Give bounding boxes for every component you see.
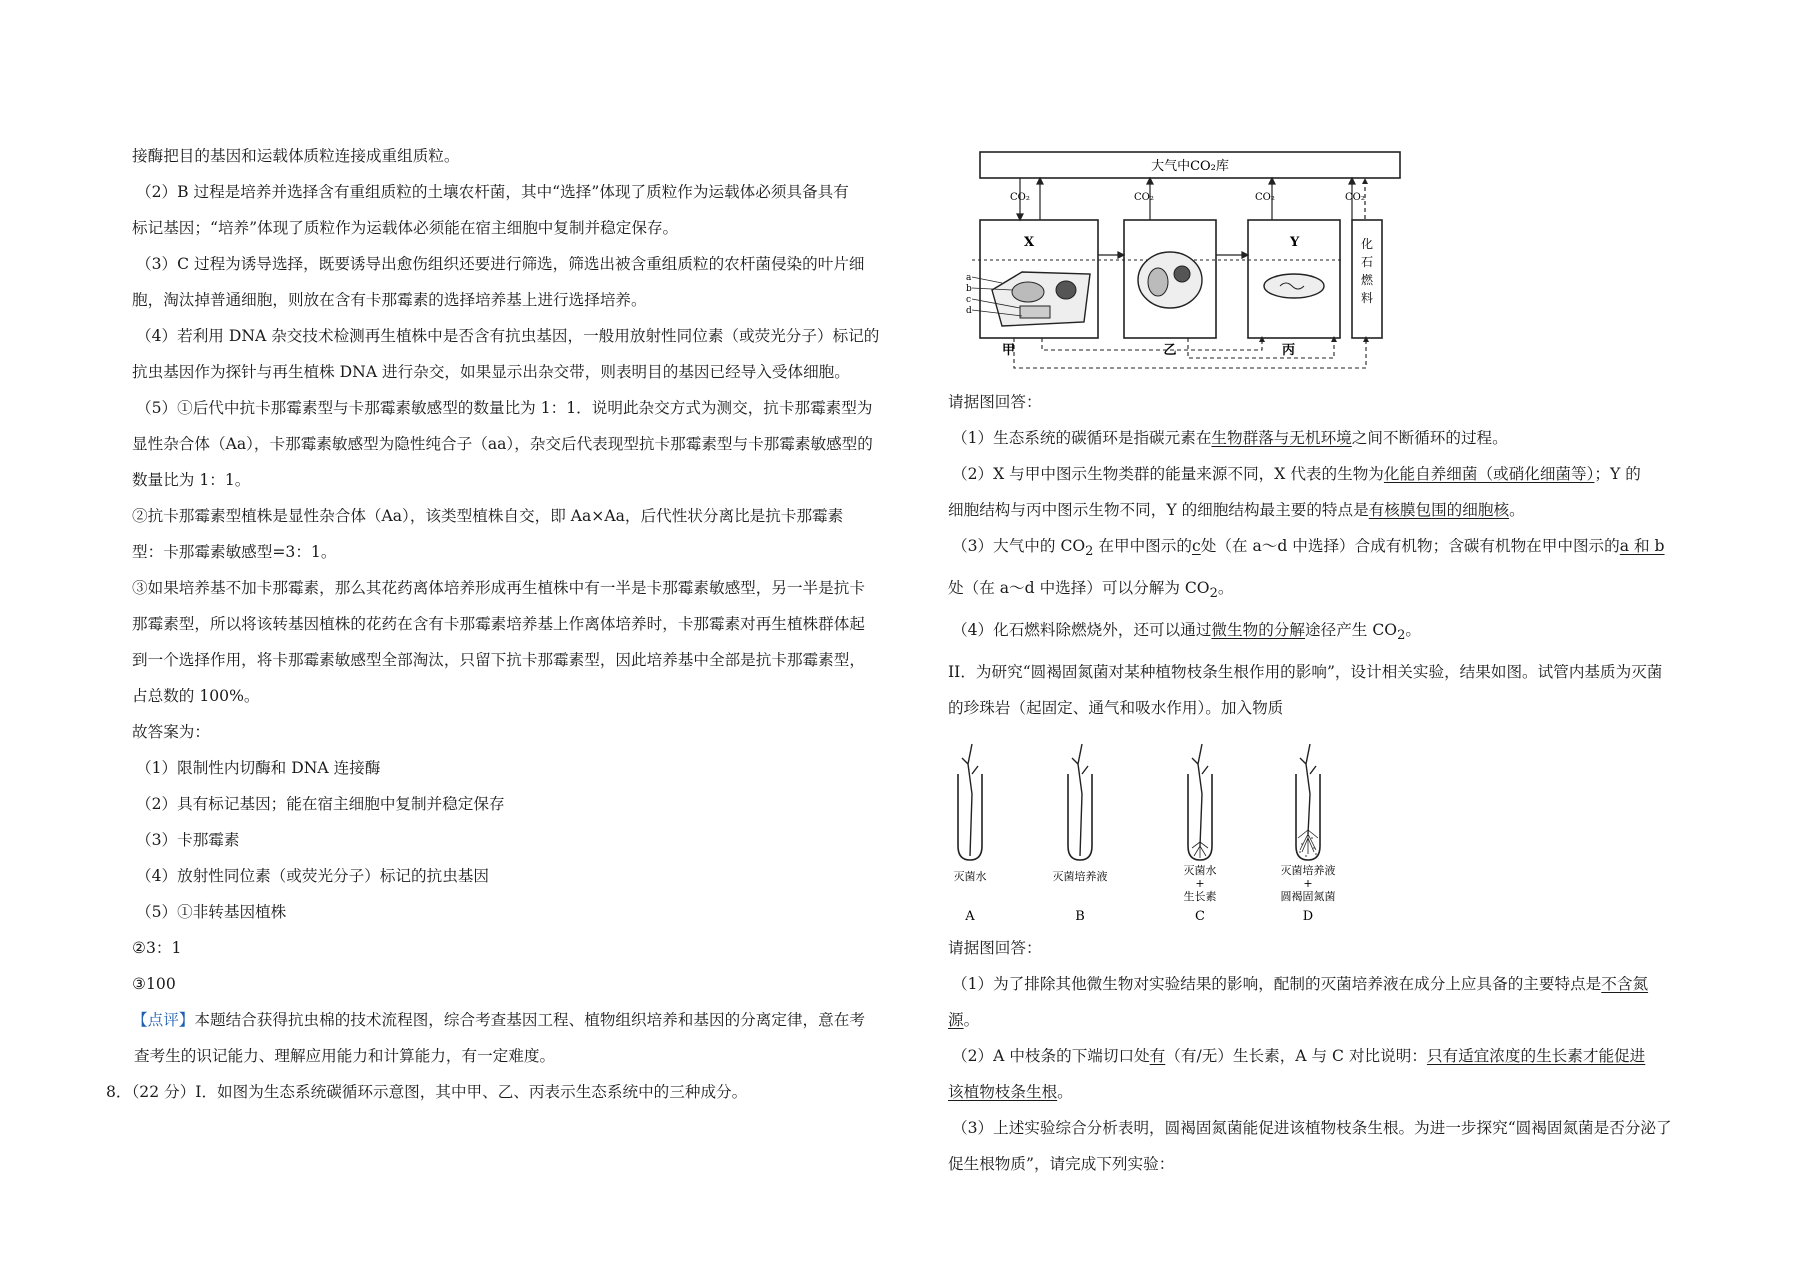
animal-cell-illustration [1138, 252, 1202, 308]
svg-text:灭菌水: 灭菌水 [953, 870, 987, 884]
text-line: ③如果培养基不加卡那霉素，那么其花药离体培养形成再生植株中有一半是卡那霉素敏感型，另一半是抗卡 [132, 579, 865, 597]
text-line: II．为研究“圆褐固氮菌对某种植物枝条生根作用的影响”，设计相关实验，结果如图。试管内基质为灭菌 [948, 663, 1663, 682]
answer-blank: 化能自养细菌（或硝化细菌等） [1383, 465, 1595, 483]
text-line: 抗虫基因作为探针与再生植株 DNA 进行杂交，如果显示出杂交带，则表明目的基因已经导入受体细胞。 [132, 363, 850, 381]
prompt-line: 请据图回答： [948, 939, 1042, 958]
svg-text:A: A [965, 909, 975, 925]
svg-text:a: a [966, 273, 972, 283]
text-line: 显性杂合体（Aa），卡那霉素敏感型为隐性纯合子（aa），杂交后代表现型抗卡那霉素型与卡那霉素敏感型的 [132, 435, 873, 453]
svg-text:石: 石 [1360, 255, 1374, 269]
answer-line-3: 细胞结构与丙中图示生物不同，Y 的细胞结构最主要的特点是有核膜包围的细胞核。 [948, 501, 1525, 519]
svg-text:CO₂: CO₂ [1345, 192, 1365, 203]
svg-text:CO₂: CO₂ [1134, 192, 1154, 203]
svg-text:b: b [966, 284, 972, 294]
answer-line: （4）放射性同位素（或荧光分子）标记的抗虫基因 [136, 867, 489, 885]
answer-line: （3）卡那霉素 [136, 831, 240, 849]
svg-text:燃: 燃 [1360, 273, 1374, 287]
comment-text: 本题结合获得抗虫棉的技术流程图，综合考查基因工程、植物组织培养和基因的分离定律，意在考 [194, 1011, 865, 1029]
text-line: 接酶把目的基因和运载体质粒连接成重组质粒。 [132, 147, 460, 165]
text-line: 到一个选择作用，将卡那霉素敏感型全部淘汰，只留下抗卡那霉素型，因此培养基中全部是抗卡那霉素型， [132, 651, 865, 669]
svg-text:丙: 丙 [1282, 343, 1296, 358]
answer-blank: 该植物枝条生根 [948, 1083, 1058, 1102]
answer-line: （2）具有标记基因；能在宿主细胞中复制并稳定保存 [136, 795, 505, 813]
answer-blank: a 和 b [1619, 537, 1665, 555]
svg-text:乙: 乙 [1163, 343, 1177, 358]
left-column [106, 138, 902, 1110]
svg-text:c: c [966, 295, 972, 305]
text-line: 型：卡那霉素敏感型=3：1。 [132, 543, 337, 561]
svg-text:灭菌培养液: 灭菌培养液 [1280, 864, 1336, 878]
comment-tag: 【点评】 [132, 1011, 195, 1029]
text-line: （2）B 过程是培养并选择含有重组质粒的土壤农杆菌，其中“选择”体现了质粒作为运载体必须具备具有 [136, 183, 849, 201]
comment-line [132, 1002, 902, 1038]
text-line: 促生根物质”，请完成下列实验： [948, 1155, 1175, 1174]
svg-text:CO₂: CO₂ [1010, 192, 1030, 203]
text-line: 数量比为 1：1。 [132, 471, 251, 489]
text-line: 胞，淘汰掉普通细胞，则放在含有卡那霉素的选择培养基上进行选择培养。 [132, 291, 647, 309]
svg-text:CO₂: CO₂ [1255, 192, 1275, 203]
svg-text:生长素: 生长素 [1183, 890, 1217, 904]
svg-text:灭菌培养液: 灭菌培养液 [1052, 870, 1108, 884]
svg-text:+: + [1195, 877, 1205, 891]
text-line: （4）若利用 DNA 杂交技术检测再生植株中是否含有抗虫基因，一般用放射性同位素（或荧光分子）标记的 [136, 327, 880, 345]
answer-line: （1）限制性内切酶和 DNA 连接酶 [136, 759, 381, 777]
right-column [948, 140, 1708, 1182]
svg-text:化: 化 [1360, 237, 1374, 251]
text-line: 故答案为： [132, 723, 210, 741]
carbon-cycle-diagram [962, 150, 1402, 382]
answer-line-5: 处（在 a～d 中选择）可以分解为 $CO_2$。 [948, 579, 1234, 602]
text-line: （5）①后代中抗卡那霉素型与卡那霉素敏感型的数量比为 1：1．说明此杂交方式为测交，抗卡那霉素型为 [136, 399, 873, 417]
answer-line-9: （2）A 中枝条的下端切口处有（有/无）生长素，A 与 C 对比说明：只有适宜浓度的生长素才能促进 [952, 1047, 1646, 1066]
answer-line-7: （1）为了排除其他微生物对实验结果的影响，配制的灭菌培养液在成分上应具备的主要特点是不含氮 [952, 975, 1649, 994]
prompt-line: 请据图回答： [948, 393, 1042, 411]
bacterium-illustration [1264, 274, 1324, 298]
x-label: X [1024, 235, 1035, 250]
answer-line: ②3：1 [132, 939, 182, 957]
answer-line: ③100 [132, 975, 176, 993]
answer-line-4: （3）大气中的 $CO_2$ 在甲中图示的c处（在 a～d 中选择）合成有机物；含碳有机物在甲中图示的a 和 b [952, 537, 1665, 560]
svg-text:灭菌水: 灭菌水 [1183, 864, 1217, 878]
svg-text:圆褐固氮菌: 圆褐固氮菌 [1280, 890, 1336, 904]
y-label: Y [1290, 235, 1300, 250]
text-line: ②抗卡那霉素型植株是显性杂合体（Aa），该类型植株自交，即 Aa×Aa，后代性状分离比是抗卡那霉素 [132, 507, 844, 525]
answer-line-1: （1）生态系统的碳循环是指碳元素在生物群落与无机环境之间不断循环的过程。 [952, 429, 1508, 447]
svg-text:料: 料 [1360, 291, 1374, 305]
answer-blank: 只有适宜浓度的生长素才能促进 [1426, 1047, 1646, 1066]
answer-blank: 微生物的分解 [1211, 621, 1305, 640]
text-line: 占总数的 100%。 [132, 687, 260, 705]
svg-text:C: C [1195, 909, 1205, 925]
answer-blank: 源 [948, 1011, 964, 1030]
answer-blank: 生物群落与无机环境 [1211, 429, 1352, 447]
answer-line-2: （2）X 与甲中图示生物类群的能量来源不同，X 代表的生物为化能自养细菌（或硝化细菌等）；Y 的 [952, 465, 1641, 483]
text-line: （3）C 过程为诱导选择，既要诱导出愈伤组织还要进行筛选，筛选出被含重组质粒的农杆菌侵染的叶片细 [136, 255, 865, 273]
text-line: （3）上述实验综合分析表明，圆褐固氮菌能促进该植物枝条生根。为进一步探究“圆褐固氮菌是否分泌了 [952, 1119, 1672, 1138]
svg-text:d: d [966, 306, 972, 316]
atmosphere-label: 大气中CO₂库 [1151, 159, 1229, 174]
svg-text:+: + [1303, 877, 1313, 891]
svg-text:B: B [1075, 909, 1085, 925]
text-line: 标记基因；“培养”体现了质粒作为运载体必须能在宿主细胞中复制并稳定保存。 [132, 219, 679, 237]
test-tube-figure [948, 734, 1368, 930]
comment-line: 查考生的识记能力、理解应用能力和计算能力，有一定难度。 [134, 1047, 556, 1065]
answer-blank: 不含氮 [1601, 975, 1649, 994]
text-line: 的珍珠岩（起固定、通气和吸水作用）。加入物质 [948, 699, 1284, 718]
answer-line: （5）①非转基因植株 [136, 903, 287, 921]
question-8: 8．（22 分）I．如图为生态系统碳循环示意图，其中甲、乙、丙表示生态系统中的三种成分。 [106, 1083, 748, 1101]
svg-text:甲: 甲 [1002, 343, 1016, 358]
answer-line-8: 源。 [948, 1011, 980, 1030]
answer-blank: 有 [1149, 1047, 1166, 1066]
plant-cell-illustration [992, 272, 1090, 326]
text-line: 那霉素型，所以将该转基因植株的花药在含有卡那霉素培养基上作离体培养时，卡那霉素对再生植株群体起 [132, 615, 865, 633]
answer-line-6: （4）化石燃料除燃烧外，还可以通过微生物的分解途径产生 $CO_2$。 [952, 621, 1421, 644]
svg-text:D: D [1302, 909, 1314, 925]
answer-blank: c [1191, 537, 1201, 555]
answer-line-10: 该植物枝条生根。 [948, 1083, 1073, 1102]
answer-blank: 有核膜包围的细胞核 [1368, 501, 1510, 519]
